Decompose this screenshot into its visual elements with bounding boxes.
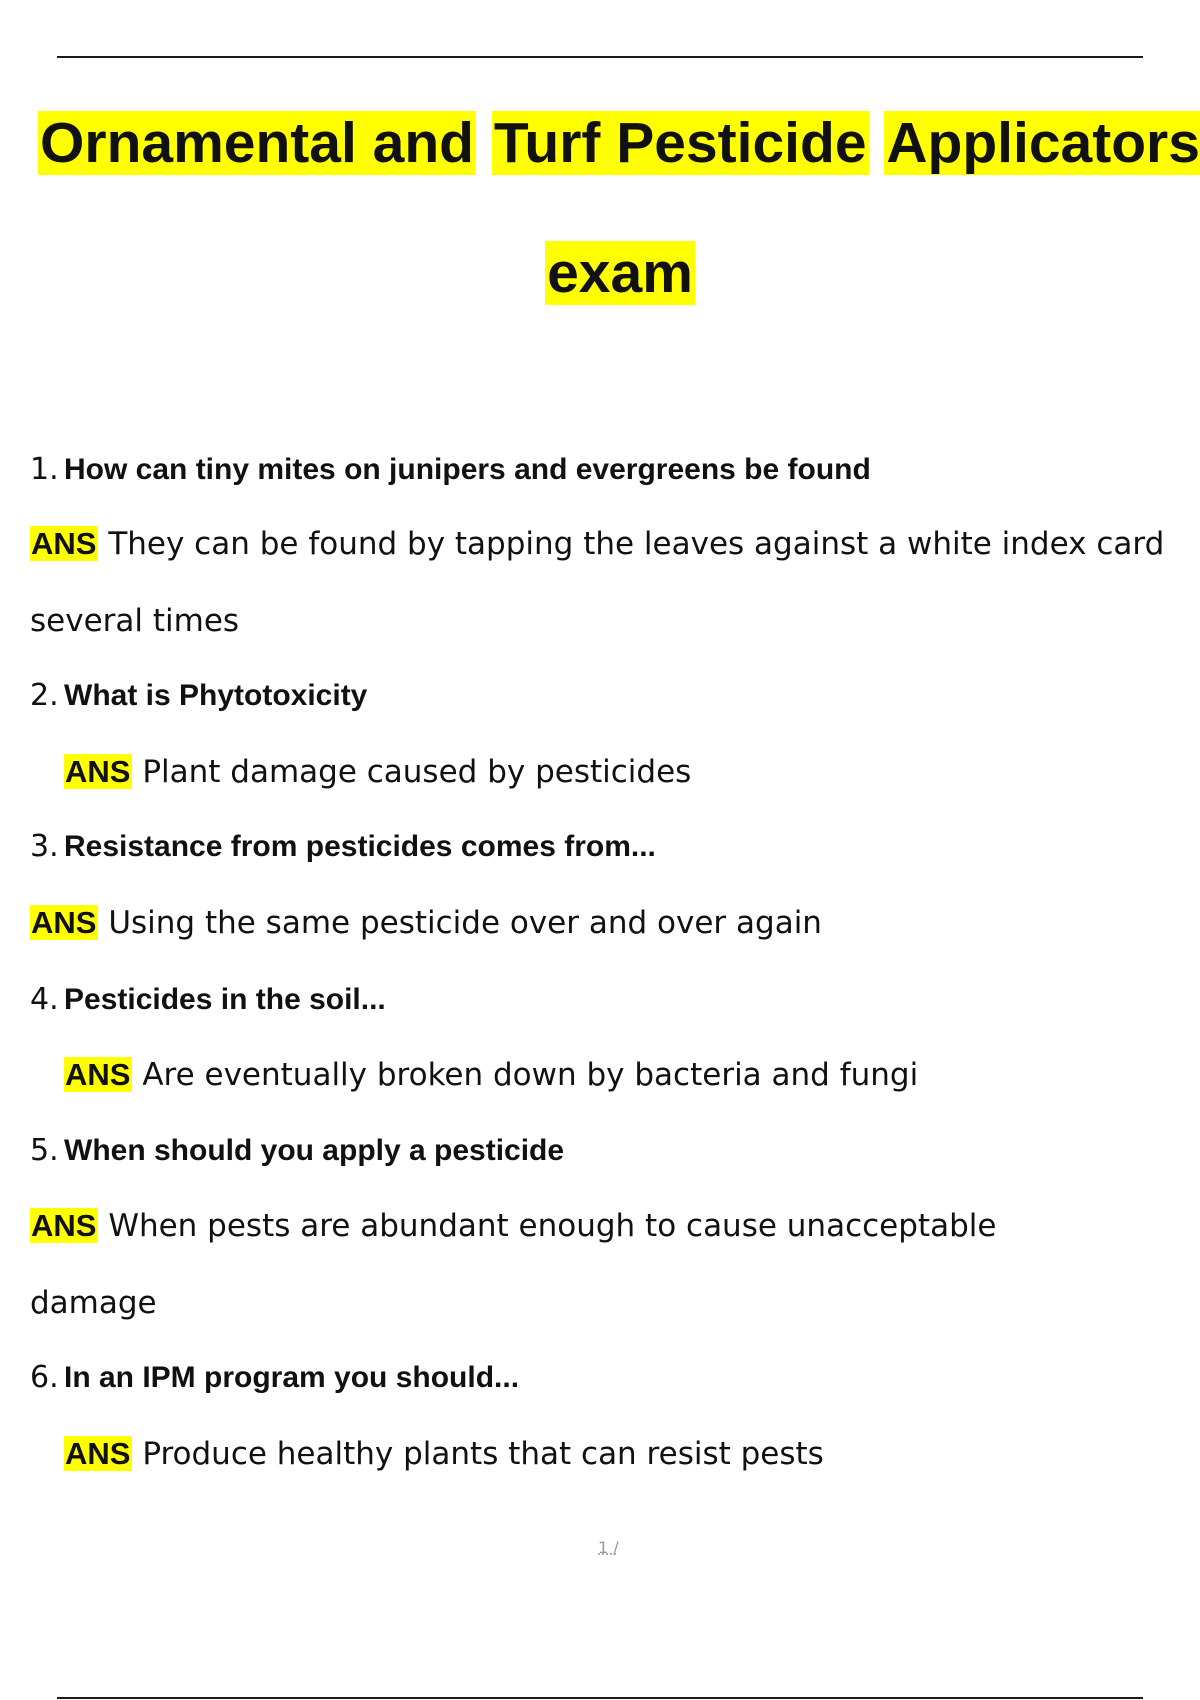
answer-6 xyxy=(64,1434,824,1474)
question-2 xyxy=(30,676,367,716)
answer-3 xyxy=(30,903,822,943)
question-1 xyxy=(30,450,871,490)
question-number: 4. xyxy=(30,982,59,1017)
question-5 xyxy=(30,1131,564,1171)
title-part-3: Applicators xyxy=(886,111,1200,175)
ans-marker: ANS xyxy=(31,526,97,561)
answer-2 xyxy=(64,752,691,792)
ans-marker: ANS xyxy=(31,905,97,940)
question-6 xyxy=(30,1358,519,1398)
title-part-4: exam xyxy=(547,241,693,305)
title-part-2: Turf Pesticide xyxy=(493,111,867,175)
answer-5 xyxy=(30,1206,996,1246)
page-title xyxy=(0,110,1200,176)
ans-marker: ANS xyxy=(65,1057,131,1092)
answer-4 xyxy=(64,1055,918,1095)
question-number: 3. xyxy=(30,829,59,864)
question-number: 1. xyxy=(30,452,59,487)
question-number: 6. xyxy=(30,1360,59,1395)
answer-text: Are eventually broken down by bacteria and fungi xyxy=(142,1057,919,1093)
answer-1 xyxy=(30,524,1164,564)
answer-text: They can be found by tapping the leaves against a white index card xyxy=(108,526,1165,562)
bottom-rule xyxy=(57,1697,1143,1699)
page-number: 1 / xyxy=(598,1538,619,1557)
question-3 xyxy=(30,827,656,867)
answer-text: Using the same pesticide over and over again xyxy=(108,905,822,941)
answer-text: When pests are abundant enough to cause unacceptable xyxy=(108,1208,997,1244)
question-text: How can tiny mites on junipers and evergreens be found xyxy=(64,453,871,486)
ans-marker: ANS xyxy=(65,1436,131,1471)
ans-marker: ANS xyxy=(65,754,131,789)
title-part-1: Ornamental and xyxy=(40,111,474,175)
question-text: What is Phytotoxicity xyxy=(64,679,368,712)
question-text: When should you apply a pesticide xyxy=(64,1134,565,1167)
question-number: 2. xyxy=(30,678,59,713)
ans-marker: ANS xyxy=(31,1208,97,1243)
answer-1-continuation: several times xyxy=(30,603,240,639)
question-4 xyxy=(30,980,386,1020)
question-text: In an IPM program you should... xyxy=(64,1361,520,1394)
page-title-line-2 xyxy=(20,240,1200,306)
answer-5-continuation: damage xyxy=(30,1285,157,1321)
answer-text: Produce healthy plants that can resist pests xyxy=(142,1436,824,1472)
question-text: Pesticides in the soil... xyxy=(64,983,386,1016)
question-text: Resistance from pesticides comes from... xyxy=(64,830,656,863)
answer-text: Plant damage caused by pesticides xyxy=(142,754,692,790)
question-number: 5. xyxy=(30,1133,59,1168)
top-rule xyxy=(57,56,1143,58)
